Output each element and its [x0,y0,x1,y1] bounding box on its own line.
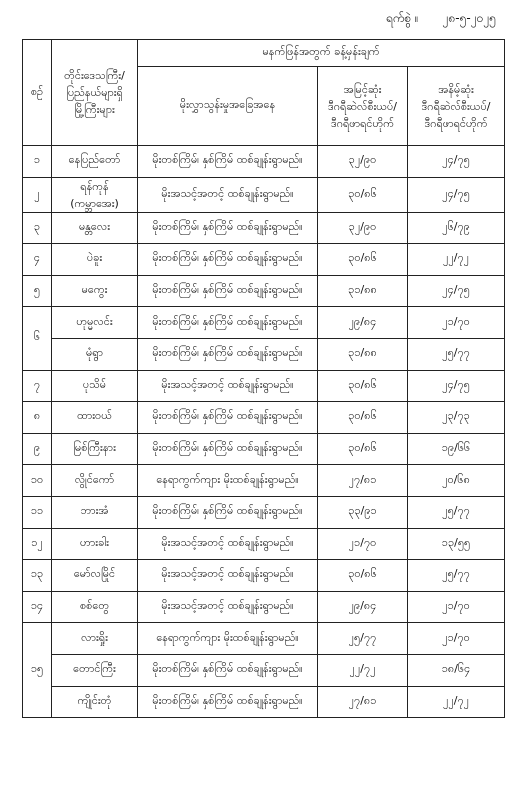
row-low: ၂၁/၇၀ [408,307,505,339]
table-row [23,212,505,244]
row-low: ၂၃/၇၃ [408,402,505,434]
row-low: ၂၂/၇၂ [408,244,505,276]
row-high: ၂၇/၈၁ [318,465,408,497]
row-no: ၆ [23,307,52,370]
table-row [23,623,505,655]
row-condition: မိုးတစ်ကြိမ်၊ နှစ်ကြိမ် ထစ်ချုန်းရွာမည်။ [138,654,318,686]
row-no: ၁၅ [23,623,52,718]
row-no: ၈ [23,402,52,434]
row-city: မုံရွာ [52,338,138,370]
header-low-line: အနိမ့်ဆုံး [438,82,474,96]
row-high: ၂၁/၇၀ [318,528,408,560]
row-city: လွိုင်ကော် [52,465,138,497]
table-row [23,560,505,592]
row-city-line: ရန်ကုန် [80,179,109,193]
row-low: ၁၉/၆၆ [408,433,505,465]
row-condition: မိုးတစ်ကြိမ်၊ နှစ်ကြိမ် ထစ်ချုန်းရွာမည်။ [138,496,318,528]
row-high: ၃၀/၈၆ [318,244,408,276]
table-row [23,591,505,623]
row-city: လားရှိုး [52,623,138,655]
row-high: ၂၂/၇၂ [318,654,408,686]
row-condition: မိုးတစ်ကြိမ်၊ နှစ်ကြိမ် ထစ်ချုန်းရွာမည်။ [138,146,318,178]
row-low: ၂၁/၇၀ [408,623,505,655]
row-no: ၁၀ [23,465,52,497]
row-high: ၂၉/၈၄ [318,591,408,623]
row-condition: မိုးအသင့်အတင့် ထစ်ချုန်းရွာမည်။ [138,591,318,623]
table-row [23,146,505,178]
table-row [23,307,505,339]
row-condition: မိုးတစ်ကြိမ်၊ နှစ်ကြိမ် ထစ်ချုန်းရွာမည်။ [138,402,318,434]
row-city: ပုသိမ် [52,370,138,402]
row-condition: မိုးတစ်ကြိမ်၊ နှစ်ကြိမ် ထစ်ချုန်းရွာမည်။ [138,338,318,370]
table-row [23,244,505,276]
row-condition: မိုးအသင့်အတင့် ထစ်ချုန်းရွာမည်။ [138,370,318,402]
row-low: ၂၄/၇၅ [408,275,505,307]
row-no: ၁ [23,146,52,178]
header-forecast-group: မနက်ဖြန်အတွက် ခန့်မှန်းချက် [138,40,505,67]
header-city-line: မြို့ကြီးများ [74,103,115,116]
row-city: မော်လမြိုင် [52,560,138,592]
row-low: ၂၅/၇၇ [408,338,505,370]
table-row [23,496,505,528]
row-condition: မိုးတစ်ကြိမ်၊ နှစ်ကြိမ် ထစ်ချုန်းရွာမည်။ [138,275,318,307]
row-high: ၃၁/၈၈ [318,338,408,370]
row-city: မန္တလေး [52,212,138,244]
date-value: ၂၈-၅-၂၀၂၅ [442,11,496,25]
row-high: ၃၃/၉၁ [318,496,408,528]
row-low: ၂၅/၇၇ [408,496,505,528]
row-low: ၁၈/၆၄ [408,654,505,686]
row-high: ၃၂/၉၀ [318,146,408,178]
table-row [23,370,505,402]
header-no: စဉ် [23,40,52,146]
header-high-line: ဒီဂရီဖာရင်ဟိုက် [330,116,395,130]
table-row [23,402,505,434]
row-condition: မိုးတစ်ကြိမ်၊ နှစ်ကြိမ် ထစ်ချုန်းရွာမည်။ [138,307,318,339]
row-city-line: (ကမ္ဘာအေး) [70,196,119,210]
row-high: ၂၅/၇၇ [318,623,408,655]
table-row [23,338,505,370]
row-low: ၂၄/၇၅ [408,370,505,402]
row-condition: မိုးအသင့်အတင့် ထစ်ချုန်းရွာမည်။ [138,177,318,212]
row-low: ၂၅/၇၇ [408,560,505,592]
row-no: ၁၂ [23,528,52,560]
row-high: ၂၇/၈၁ [318,686,408,718]
row-city: ဟားခါး [52,528,138,560]
row-low: ၁၃/၅၅ [408,528,505,560]
row-city: ဘားအံ [52,496,138,528]
row-no: ၇ [23,370,52,402]
row-high: ၂၉/၈၄ [318,307,408,339]
table-row [23,528,505,560]
row-condition: မိုးအသင့်အတင့် ထစ်ချုန်းရွာမည်။ [138,560,318,592]
header-low-line: ဒီဂရီဖာရင်ဟိုက် [424,116,488,130]
row-city: တောင်ကြီး [52,654,138,686]
row-no: ၃ [23,212,52,244]
row-city: မြစ်ကြီးနား [52,433,138,465]
header-city [52,40,138,146]
header-low-temp [408,67,505,146]
header-condition: မိုးလွှာသွန်းမှုအခြေအနေ [138,67,318,146]
header-row [23,40,505,67]
row-no: ၁၃ [23,560,52,592]
row-high: ၃၀/၈၆ [318,560,408,592]
row-condition: မိုးတစ်ကြိမ်၊ နှစ်ကြိမ် ထစ်ချုန်းရွာမည်။ [138,244,318,276]
row-city: မကွေး [52,275,138,307]
header-city-line: တိုင်းဒေသကြီး/ [64,69,125,82]
row-condition: နေရာကွက်ကျား မိုးထစ်ချုန်းရွာမည်။ [138,623,318,655]
row-city: နေပြည်တော် [52,146,138,178]
row-city: ကျိုင်းတုံ [52,686,138,718]
row-high: ၃၂/၉၀ [318,212,408,244]
row-low: ၂၄/၇၅ [408,177,505,212]
table-row [23,275,505,307]
row-no: ၅ [23,275,52,307]
row-city: စစ်တွေ [52,591,138,623]
row-low: ၂၂/၇၂ [408,686,505,718]
table-row [23,686,505,718]
table-row [23,465,505,497]
row-low: ၂၁/၇၀ [408,591,505,623]
row-no: ၂ [23,177,52,212]
row-condition: မိုးတစ်ကြိမ်၊ နှစ်ကြိမ် ထစ်ချုန်းရွာမည်။ [138,212,318,244]
row-low: ၂၀/၆၈ [408,465,505,497]
row-low: ၂၄/၇၅ [408,146,505,178]
table-row [23,177,505,212]
row-low: ၂၆/၇၉ [408,212,505,244]
row-condition: မိုးတစ်ကြိမ်၊ နှစ်ကြိမ် ထစ်ချုန်းရွာမည်။ [138,433,318,465]
row-no: ၉ [23,433,52,465]
row-high: ၃၀/၈၆ [318,177,408,212]
row-high: ၃၀/၈၆ [318,402,408,434]
header-city-line: ပြည်နယ်များရှိ [66,86,123,99]
header-high-line: အမြင့်ဆုံး [343,82,382,96]
row-no: ၁၁ [23,496,52,528]
report-date [386,10,496,28]
row-high: ၃၀/၈၆ [318,433,408,465]
header-high-temp [318,67,408,146]
row-city [52,177,138,212]
row-high: ၃၀/၈၆ [318,370,408,402]
row-city: ဟုမ္မလင်း [52,307,138,339]
row-condition: နေရာကွက်ကျား မိုးထစ်ချုန်းရွာမည်။ [138,465,318,497]
table-row [23,433,505,465]
forecast-table [22,39,505,718]
row-condition: မိုးတစ်ကြိမ်၊ နှစ်ကြိမ် ထစ်ချုန်းရွာမည်။ [138,686,318,718]
header-high-line: ဒီဂရီဆဲလ်စီးယပ်/ [328,99,397,113]
header-low-line: ဒီဂရီဆဲလ်စီးယပ်/ [421,99,491,113]
row-city: ထားဝယ် [52,402,138,434]
table-row [23,654,505,686]
row-city: ပဲခူး [52,244,138,276]
date-label: ရက်စွဲ ။ [385,11,419,25]
row-condition: မိုးအသင့်အတင့် ထစ်ချုန်းရွာမည်။ [138,528,318,560]
row-no: ၄ [23,244,52,276]
row-no: ၁၄ [23,591,52,623]
row-high: ၃၁/၈၈ [318,275,408,307]
